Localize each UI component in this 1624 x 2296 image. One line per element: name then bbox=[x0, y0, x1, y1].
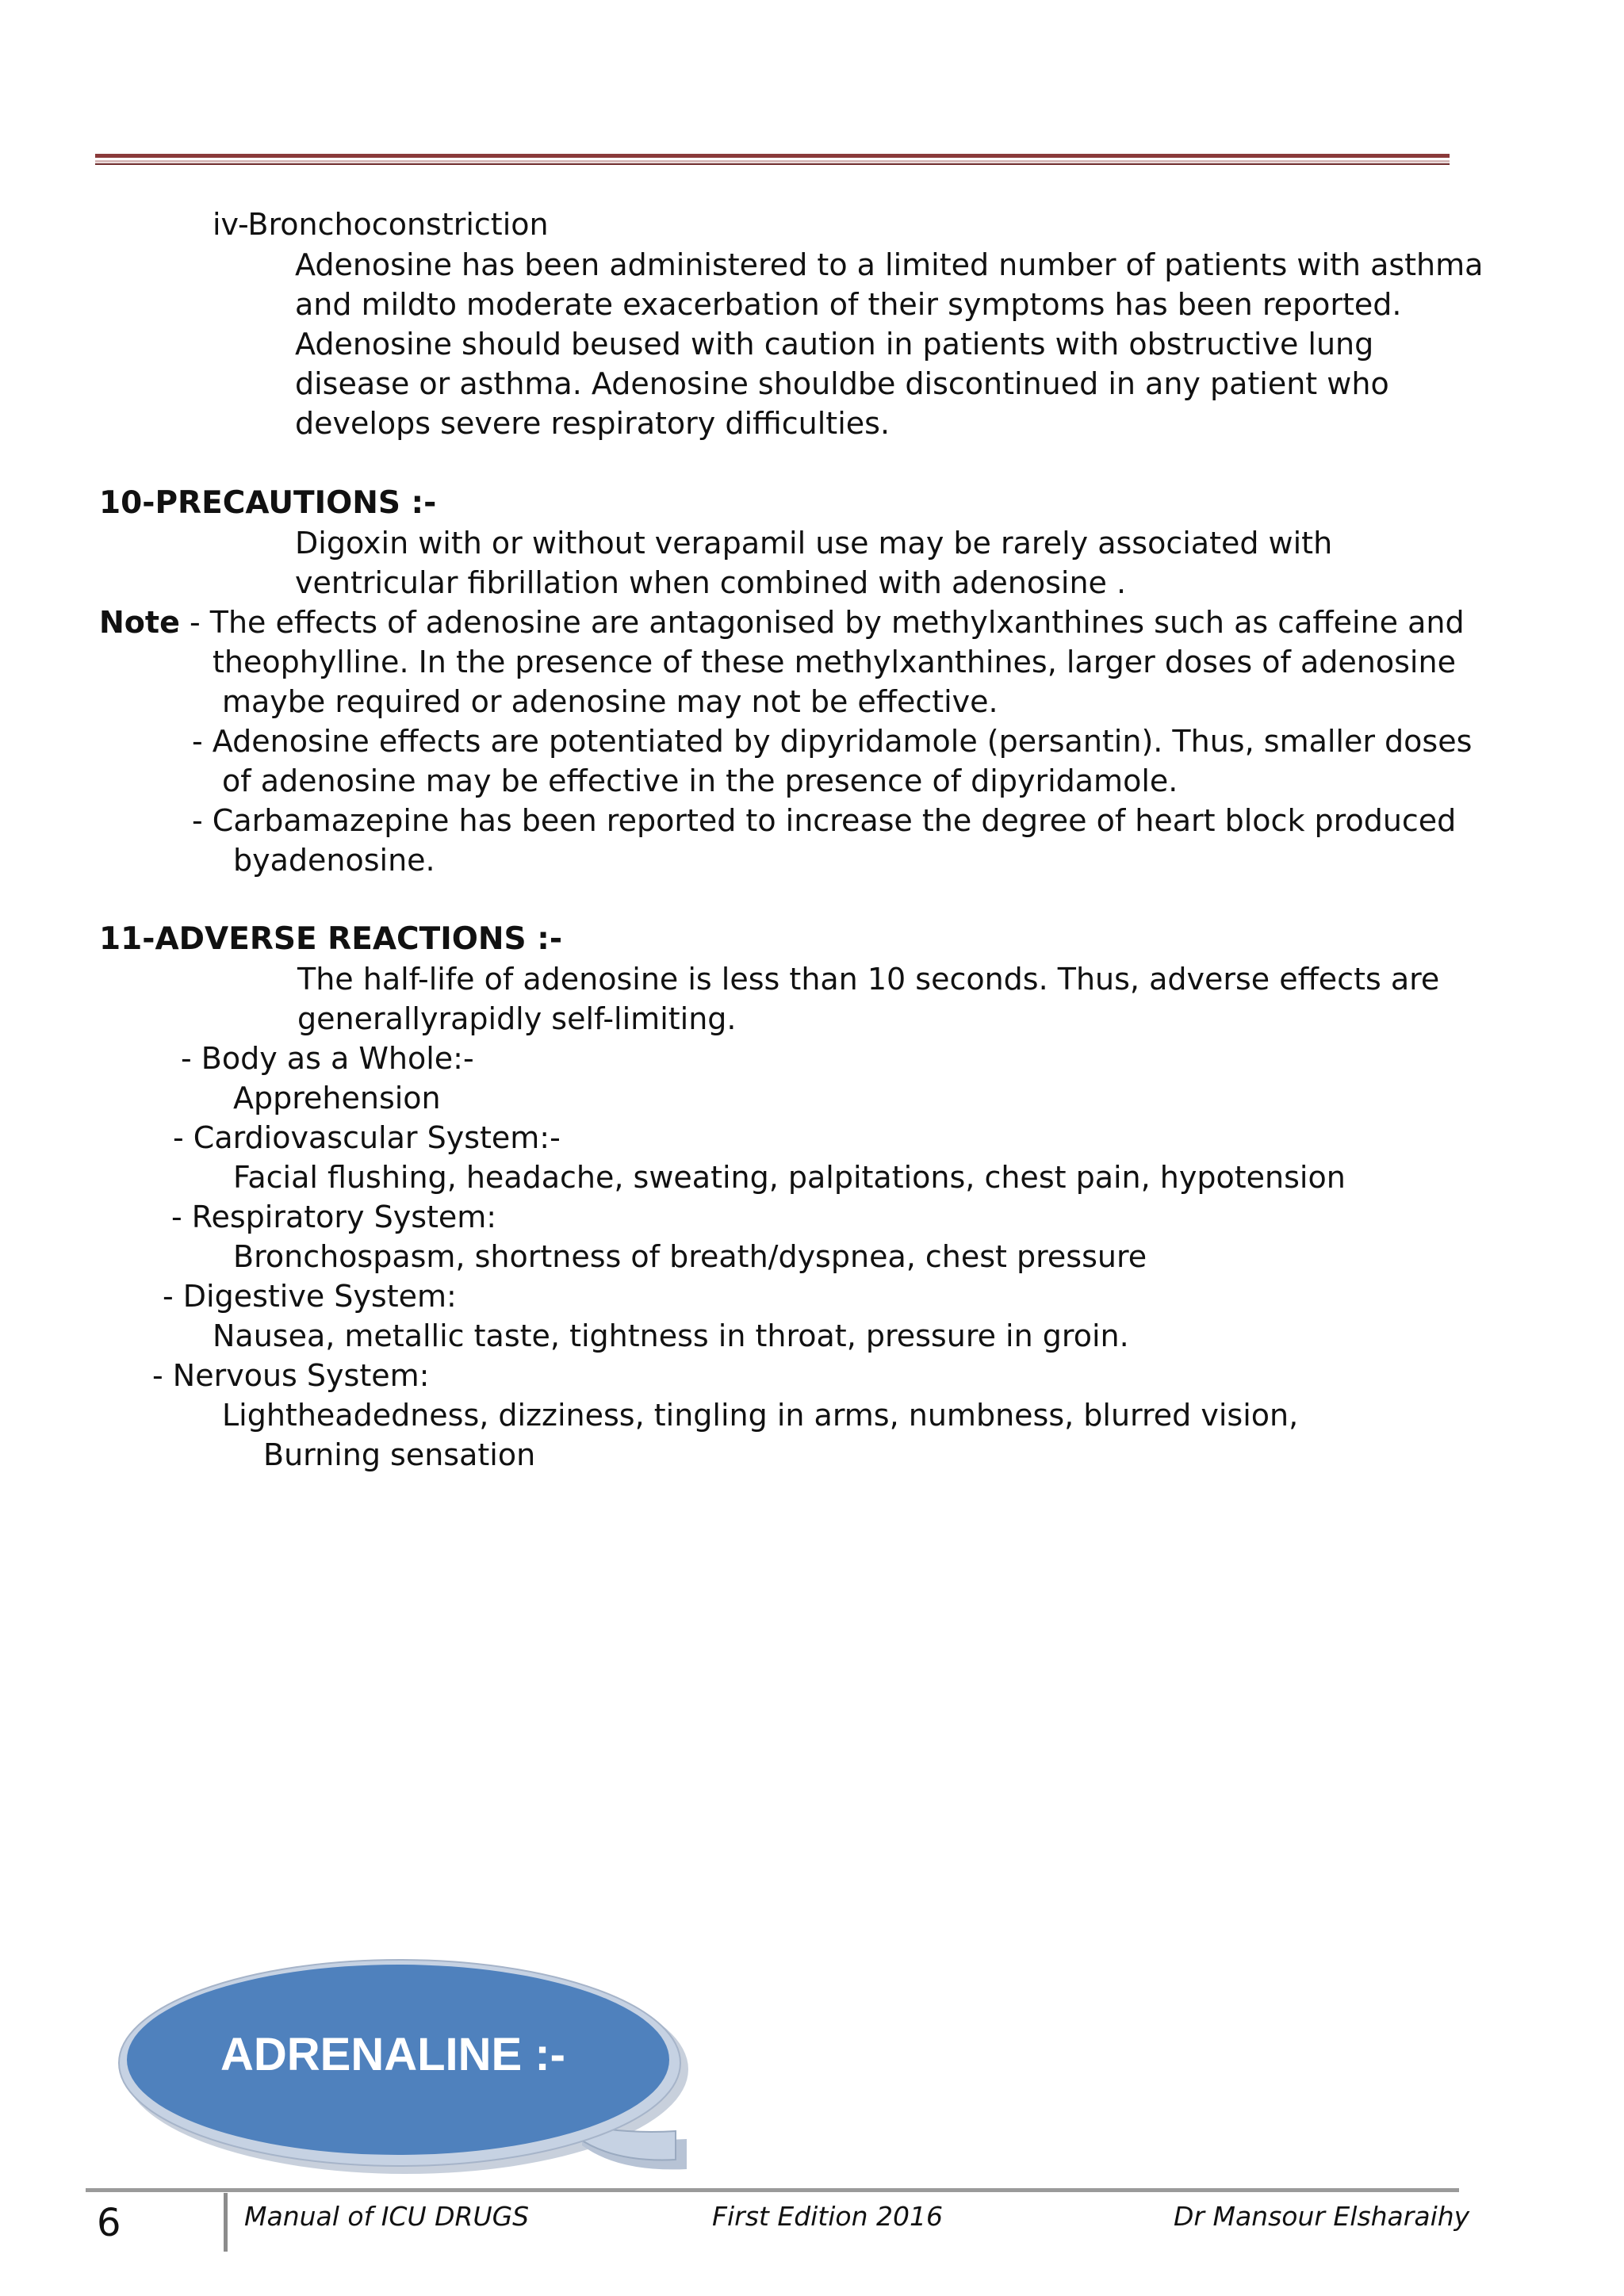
system-description: Nausea, metallic taste, tightness in throat, pressure in groin. bbox=[213, 1318, 1129, 1353]
note-line: - Adenosine effects are potentiated by dipyridamole (persantin). Thus, smaller doses bbox=[192, 724, 1473, 759]
paragraph-line: ventricular fibrillation when combined with adenosine . bbox=[295, 565, 1127, 600]
system-label: - Body as a Whole:- bbox=[181, 1041, 474, 1076]
adverse-reactions-heading: 11-ADVERSE REACTIONS :- bbox=[99, 921, 563, 957]
bronchoconstriction-title: iv-Bronchoconstriction bbox=[213, 207, 549, 242]
footer-edition: First Edition 2016 bbox=[712, 2201, 943, 2232]
paragraph-line: disease or asthma. Adenosine shouldbe discontinued in any patient who bbox=[295, 366, 1389, 401]
paragraph-line: Digoxin with or without verapamil use may be rarely associated with bbox=[295, 526, 1333, 561]
paragraph-line: develops severe respiratory difficulties. bbox=[295, 406, 891, 441]
system-description: Burning sensation bbox=[263, 1437, 536, 1472]
paragraph-line: Adenosine should beused with caution in patients with obstructive lung bbox=[295, 327, 1374, 362]
note-line: of adenosine may be effective in the presence of dipyridamole. bbox=[222, 763, 1178, 798]
page-number: 6 bbox=[97, 2201, 121, 2245]
system-label: - Nervous System: bbox=[152, 1358, 430, 1393]
paragraph-line: The half-life of adenosine is less than 10 seconds. Thus, adverse effects are bbox=[297, 962, 1440, 997]
note-line: theophylline. In the presence of these methylxanthines, larger doses of adenosine bbox=[213, 645, 1456, 679]
note-line: maybe required or adenosine may not be effective. bbox=[222, 684, 998, 719]
note-line bbox=[99, 604, 1465, 641]
note-line: byadenosine. bbox=[233, 843, 435, 878]
footer-rule bbox=[86, 2188, 1459, 2192]
adrenaline-title: ADRENALINE :- bbox=[220, 2029, 565, 2080]
note-line: - Carbamazepine has been reported to increase the degree of heart block produced bbox=[192, 803, 1457, 838]
footer-manual-title: Manual of ICU DRUGS bbox=[244, 2201, 530, 2232]
paragraph-line: generallyrapidly self-limiting. bbox=[297, 1001, 737, 1036]
paragraph-line: and mildto moderate exacerbation of their symptoms has been reported. bbox=[295, 287, 1402, 322]
system-description: Lightheadedness, dizziness, tingling in arms, numbness, blurred vision, bbox=[222, 1398, 1299, 1433]
paragraph-line: Adenosine has been administered to a limited number of patients with asthma bbox=[295, 247, 1484, 282]
footer-author: Dr Mansour Elsharaihy bbox=[1174, 2201, 1470, 2232]
system-label: - Cardiovascular System:- bbox=[173, 1120, 561, 1155]
system-description: Facial flushing, headache, sweating, palpitations, chest pain, hypotension bbox=[233, 1160, 1346, 1195]
precautions-heading: 10-PRECAUTIONS :- bbox=[99, 485, 437, 521]
adrenaline-callout bbox=[111, 1958, 714, 2188]
note-text: - The effects of adenosine are antagonised by methylxanthines such as caffeine and bbox=[179, 605, 1465, 640]
system-description: Apprehension bbox=[233, 1081, 441, 1115]
note-label: Note bbox=[99, 605, 180, 640]
system-label: - Digestive System: bbox=[163, 1279, 457, 1314]
footer-divider bbox=[224, 2193, 228, 2252]
system-label: - Respiratory System: bbox=[171, 1200, 497, 1234]
header-rule bbox=[95, 154, 1450, 165]
system-description: Bronchospasm, shortness of breath/dyspnea, chest pressure bbox=[233, 1239, 1147, 1274]
